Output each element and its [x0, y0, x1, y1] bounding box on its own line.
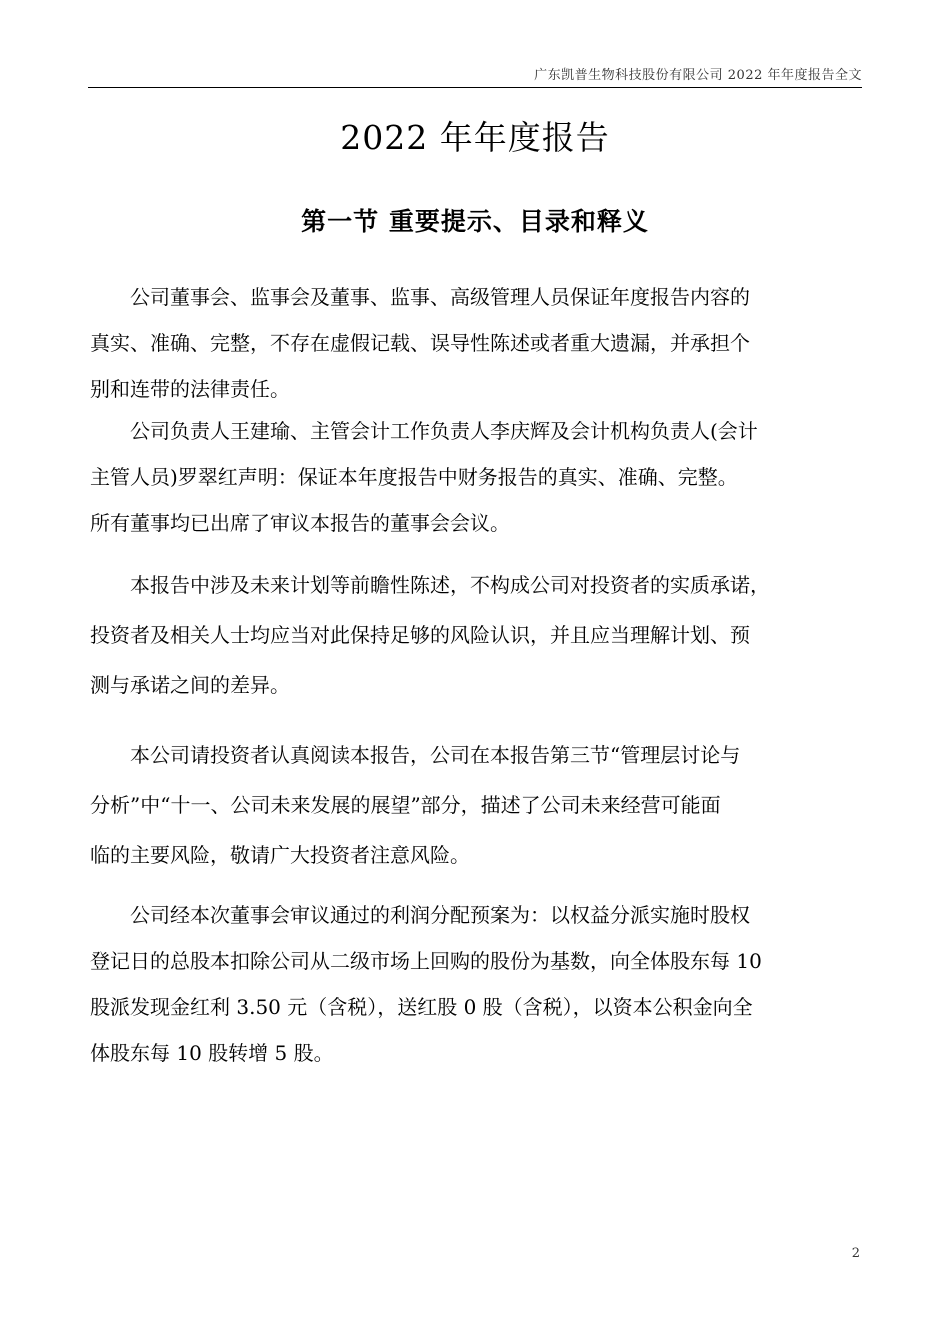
paragraph-declaration: 公司负责人王建瑜、主管会计工作负责人李庆辉及会计机构负责人(会计 主管人员)罗翠红声明：保证本年度报告中财务报告的真实、准确、完整。 所有董事均已出席了审议本报告的董事会会议。 — [90, 419, 758, 535]
paragraph-responsibility: 公司董事会、监事会及董事、监事、高级管理人员保证年度报告内容的 真实、准确、完整，不存在虚假记载、误导性陈述或者重大遗漏，并承担个 别和连带的法律责任。 — [90, 285, 750, 401]
header-divider — [88, 87, 862, 88]
document-title: 2022 年年度报告 — [340, 118, 610, 157]
running-header: 广东凯普生物科技股份有限公司 2022 年年度报告全文 — [534, 68, 862, 83]
paragraph-profit-distribution: 公司经本次董事会审议通过的利润分配预案为：以权益分派实施时股权 登记日的总股本扣除公司从二级市场上回购的股份为基数，向全体股东每 10 股派发现金红利 3.50 元（含税），送红股 0 股（含税），以资本公积金向全 体股东每 10 股转增 5 股。 — [90, 903, 762, 1065]
page-number: 2 — [851, 1246, 860, 1261]
section-title: 第一节 重要提示、目录和释义 — [301, 207, 649, 236]
paragraph-forward-looking: 本报告中涉及未来计划等前瞻性陈述，不构成公司对投资者的实质承诺， 投资者及相关人士均应当对此保持足够的风险认识，并且应当理解计划、预 测与承诺之间的差异。 — [90, 573, 770, 697]
paragraph-risk-notice: 本公司请投资者认真阅读本报告，公司在本报告第三节“管理层讨论与 分析”中“十一、公司未来发展的展望”部分，描述了公司未来经营可能面 临的主要风险，敬请广大投资者注意风险。 — [90, 743, 741, 867]
